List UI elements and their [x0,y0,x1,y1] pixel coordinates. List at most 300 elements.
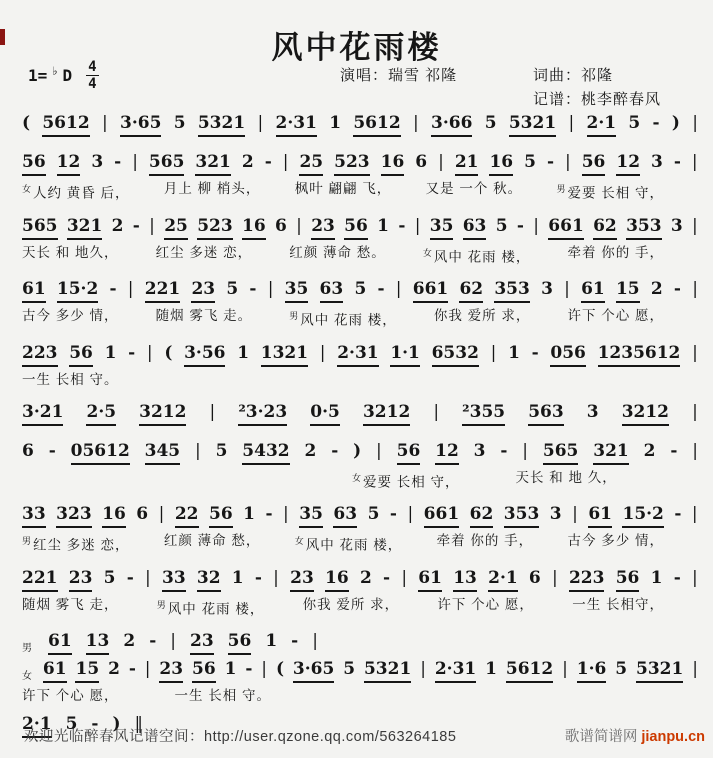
barline: | [414,215,421,236]
note-group: 2·31 [435,658,476,683]
note-group: - [249,279,257,299]
note-group: 353 [494,278,530,303]
note-group: 63 [320,278,344,303]
note-group: 5 [215,440,228,461]
note-group: 3·65 [293,658,334,683]
note-group: - [500,440,508,461]
barline: | [145,567,151,588]
note-group: - [531,342,539,363]
barline: | [101,113,108,133]
note-group: 5321 [364,658,411,683]
barline: | [149,215,155,236]
note-group: 61 [43,658,67,683]
notation-line [22,567,698,592]
note-group: 3 [91,152,104,172]
barline: | [312,631,318,651]
key-signature [28,60,99,91]
note-group: 2·31 [276,112,317,137]
note-group: 565 [149,151,185,176]
lyric-segment: $^男$红尘 多迷 恋， [22,536,130,553]
barline: | [572,504,578,524]
note-group: - [389,504,397,524]
note-group: 5612 [353,112,400,137]
note-group: 1 [329,113,342,133]
note-group: 353 [504,503,540,528]
lyric-segment: 天长 和 地久， [22,244,119,260]
note-group: 6 [136,504,149,524]
note-group: 5 [495,215,508,236]
note-group: 3·56 [184,342,225,367]
note-group: - [245,659,253,679]
note-group: 35 [299,503,323,528]
note-group: - [128,342,136,363]
note-group: 1321 [261,342,308,367]
lyric-segment: 古今 多少 情， [567,533,664,548]
note-group: 1235612 [598,342,681,367]
note-group: 323 [56,503,92,528]
note-group: - [126,567,134,588]
note-group: 056 [550,342,586,367]
voice-marker: 女 [422,247,433,258]
barline: | [319,342,326,363]
score-body [22,112,698,738]
barline: | [692,401,698,422]
note-group: 321 [593,440,629,465]
note-group: 63 [463,215,487,240]
lyric-segment: 许下 个心 愿， [567,308,664,323]
barline: | [692,659,698,679]
note-group: 1 [224,659,237,679]
note-group: 15 [616,278,640,303]
note-group: 25 [299,151,323,176]
note-group: 5 [103,567,116,588]
note-group: - [291,631,299,651]
voice-marker: 女 [294,536,305,546]
score-system [22,567,698,619]
barline: | [296,215,302,236]
note-group: - [132,215,140,236]
note-group: 62 [470,503,494,528]
lyric-segment: 随烟 雾飞 走。 [155,308,253,323]
notation-line [22,440,698,465]
lyric-segment: $^女$风中 花雨 楼， [422,247,531,264]
lyric-segment: 许下 个心 愿， [22,688,119,703]
note-group: 15 [75,658,99,683]
note-group: - [254,567,262,588]
note-group: 3·65 [120,112,161,137]
barline: | [692,215,698,236]
note-group: - [128,659,136,679]
note-group: 5 [173,113,186,133]
note-group: 6 [22,440,34,461]
note-group: 56 [228,630,252,655]
note-group: 56 [209,503,233,528]
note-group: 5 [226,279,239,299]
note-group: ) [353,440,362,461]
lyric-segment: $^女$爱要 长相 守， [352,472,460,489]
note-group: 2 [643,440,656,461]
note-group: 12 [616,151,640,176]
note-group: 56 [192,658,216,683]
barline: | [533,215,539,236]
lyric-line [22,307,698,330]
note-group: - [673,279,681,299]
note-group: 16 [242,215,266,240]
note-group: - [516,215,524,236]
note-group: 2 [650,279,663,299]
note-group: 16 [381,151,405,176]
note-group: 321 [67,215,103,240]
credit-notater: 记谱：桃李醉春风 [533,91,662,108]
note-group: 5 [65,714,78,734]
barline: | [691,567,698,588]
note-group: 6 [415,152,428,172]
barline: ‖ [134,714,144,734]
note-group: 23 [159,658,183,683]
barline: | [273,567,279,588]
note-group: 23 [191,278,215,303]
notation-line [22,503,698,528]
barline: | [195,440,201,461]
song-title: 风中花雨楼 [271,30,442,66]
note-group: 1 [265,631,278,651]
note-group: 1 [237,342,250,363]
credit-composer: 词曲：祁隆 [533,67,614,84]
barline: | [261,659,268,679]
lyric-line [22,532,698,555]
barline: | [257,113,264,133]
note-group: 56 [344,215,368,240]
note-group: 0·5 [310,401,340,426]
lyric-segment: $^女$人约 黄昏 后， [22,184,130,201]
note-group: 523 [197,215,233,240]
lyric-segment: 天长 和 地 久， [515,469,617,485]
note-group: - [670,440,678,461]
note-group: ) [112,714,121,734]
note-group: 1·6 [577,658,607,683]
note-group: ( [22,113,31,133]
lyric-segment: $^男$爱要 长相 守， [556,184,664,201]
note-group: 5 [354,279,367,299]
site-name: 歌谱简谱网 [564,729,638,745]
lyric-segment: 又是 一个 秋。 [425,181,523,196]
barline: | [401,567,408,588]
note-group: 23 [190,630,214,655]
note-group: 5 [615,659,628,679]
note-group: 523 [334,151,370,176]
note-group: - [652,113,660,133]
note-group: - [265,504,273,524]
note-group: 565 [22,215,58,240]
note-group: - [383,567,391,588]
barline: | [565,152,571,172]
barline: | [170,631,176,651]
note-group: 16 [489,151,513,176]
note-group: 3·66 [431,112,472,137]
note-group: 6 [528,567,541,588]
note-group: 21 [455,151,479,176]
note-group: 6532 [432,342,479,367]
note-group: - [109,279,117,299]
barline: | [144,659,151,679]
note-group: - [331,440,339,461]
barline: | [407,504,414,524]
note-group: 2 [359,567,372,588]
notation-line [22,215,698,240]
note-group: 16 [102,503,126,528]
note-group: 22 [175,503,199,528]
note-group: 1 [231,567,244,588]
note-group: 3·21 [22,401,63,426]
voice-marker: 女 [352,472,363,483]
note-group: 63 [333,503,357,528]
notation-line [22,112,698,137]
key-prefix: 1= [28,66,48,85]
note-group: 56 [69,342,93,367]
lyric-segment: 随烟 雾飞 走， [22,596,119,612]
note-group: 5 [343,659,356,679]
score-system [22,440,698,492]
lyric-segment: 古今 多少 情， [22,308,119,323]
note-group: 3212 [139,401,186,426]
note-group: 13 [453,567,477,592]
notation-line [22,342,698,367]
note-group: 1 [243,504,255,524]
note-group: ( [275,659,284,679]
lyric-segment: 红颜 薄命 愁。 [289,244,386,260]
footer-welcome-text: 欢迎光临醉春风记谱空间：http://user.qzone.qq.com/563264185 [24,729,457,745]
note-group: 1 [104,342,117,363]
note-group: 5432 [242,440,289,465]
score-system [22,658,698,705]
note-group: 5321 [636,658,683,683]
note-group: 2·1 [488,567,518,592]
note-group: 32 [197,567,221,592]
lyric-segment: $^男$风中 花雨 楼， [156,599,265,616]
note-group: 1 [377,215,389,236]
barline: | [127,279,134,299]
note-group: 61 [48,630,72,655]
note-group: 13 [86,630,110,655]
barline: | [412,113,419,133]
lyric-line [22,180,698,203]
note-group: 661 [548,215,584,240]
note-group: 3 [670,215,683,236]
barline: | [522,440,529,461]
lyric-segment: 你我 爱所 求， [302,596,400,612]
barline: | [692,342,698,363]
barline: | [552,567,558,588]
note-group: 23 [69,567,93,592]
note-group: ²355 [462,401,505,426]
note-group: 5 [524,152,536,172]
barline: | [282,152,289,172]
note-group: 2 [111,215,124,236]
voice-marker: 女 [22,184,33,194]
voice-marker: 男 [22,643,32,654]
lyric-segment: 一生 长相 守。 [174,688,272,703]
note-group: 2·1 [22,713,52,738]
note-group: 3212 [363,401,410,426]
barline: | [132,152,138,172]
barline: | [691,504,698,524]
note-group: 321 [195,151,231,176]
note-group: 3 [586,401,599,422]
note-group: 1 [508,342,520,363]
note-group: 62 [459,278,483,303]
barline: | [158,504,165,524]
score-system [22,401,698,426]
note-group: 2·1 [587,112,617,137]
note-group: 35 [430,215,454,240]
note-group: 2 [108,659,120,679]
lyric-segment: 一生 长相守， [572,596,664,612]
barline: | [267,279,274,299]
note-group: - [91,714,99,734]
note-group: - [673,152,681,172]
key-note: D [62,66,73,85]
lyric-line [22,371,698,389]
note-group: 12 [57,151,81,176]
note-group: 56 [616,567,640,592]
lyric-segment: 枫叶 翩翩 飞， [294,181,392,196]
note-group: - [264,152,272,172]
note-group: 33 [22,503,46,528]
time-bottom: 4 [88,76,97,92]
notation-line [22,151,698,176]
lyric-line [22,469,698,492]
lyric-segment: 你我 爱所 求， [433,308,531,323]
lyric-segment: 月上 柳 梢头， [163,181,261,196]
note-group: 12 [435,440,459,465]
note-group: 345 [145,440,181,465]
note-group: - [674,504,682,524]
credit-singers: 演唱：瑞雪 祁隆 [340,67,458,84]
note-group: 353 [626,215,662,240]
note-group: 3212 [622,401,669,426]
note-group: 25 [164,215,188,240]
note-group: 565 [543,440,579,465]
voice-marker: 男 [556,184,567,194]
note-group: 5321 [198,112,245,137]
note-group: - [377,279,385,299]
barline: | [692,113,698,133]
barline: | [433,401,440,422]
barline: | [420,659,426,679]
lyric-segment: 一生 长相 守。 [22,371,119,387]
time-top: 4 [88,59,97,75]
note-group: - [114,152,122,172]
note-group: - [149,631,157,651]
barline: | [395,279,402,299]
notation-line [22,630,698,655]
lyric-segment: $^女$风中 花雨 楼， [294,536,403,553]
note-group: 61 [581,278,605,303]
score-system [22,112,698,137]
note-group: 23 [311,215,335,240]
note-group: 2 [123,631,136,651]
score-system [22,630,698,655]
time-signature [86,60,98,91]
barline: | [283,504,289,524]
note-group: 1 [650,567,663,588]
lyric-line [22,687,698,705]
note-group: 563 [528,401,564,426]
voice-marker: 女 [22,671,32,682]
note-group: 661 [413,278,449,303]
note-group: 5321 [509,112,556,137]
barline: | [564,279,570,299]
notation-line [22,658,698,683]
site-watermark [565,725,705,746]
note-group: 5612 [42,112,89,137]
barline: | [691,152,698,172]
note-group: 661 [424,503,460,528]
note-group: 1 [485,659,497,679]
barline: | [146,342,153,363]
note-group: 62 [593,215,617,240]
note-group: - [673,567,681,588]
note-group: 3 [549,504,562,524]
note-group: 05612 [71,440,130,465]
site-domain: jianpu.cn [641,729,705,745]
note-group: 35 [285,278,309,303]
note-group: - [48,440,56,461]
note-group: - [398,215,406,236]
barline: | [568,113,575,133]
note-group: 1·1 [390,342,420,367]
barline: | [692,279,698,299]
voice-marker: 男 [156,599,167,610]
note-group: 3 [473,440,486,461]
note-group: 5 [484,113,497,133]
note-group: 5 [367,504,380,524]
note-group: 3 [541,279,553,299]
notation-line [22,278,698,303]
lyric-segment: 红尘 多迷 恋， [155,244,253,260]
note-group: 15·2 [622,503,663,528]
note-group: 61 [22,278,46,303]
note-group: 56 [22,151,46,176]
barline: | [376,440,382,461]
note-group: 16 [325,567,349,592]
note-group: 23 [290,567,314,592]
lyric-segment: 红颜 薄命 愁， [163,533,261,548]
note-group: 56 [397,440,421,465]
lyric-segment: $^男$风中 花雨 楼， [289,311,397,328]
note-group: 61 [588,503,612,528]
lyric-segment: 许下 个心 愿， [437,596,534,612]
note-group: 223 [22,342,58,367]
note-group: 15·2 [57,278,98,303]
lyric-line [22,244,698,267]
barline: | [692,440,698,461]
note-group: ²3·23 [238,401,287,426]
score-system [22,278,698,330]
notation-line [22,401,698,426]
note-group: 2·5 [86,401,116,426]
note-group: 33 [162,567,186,592]
note-group: 61 [418,567,442,592]
note-group: 223 [569,567,605,592]
score-system [22,503,698,555]
note-group: ( [164,342,173,363]
voice-marker: 男 [22,536,33,546]
note-group: 2·31 [337,342,378,367]
voice-marker: 男 [289,311,300,321]
score-system [22,215,698,267]
note-group: 5612 [506,658,553,683]
